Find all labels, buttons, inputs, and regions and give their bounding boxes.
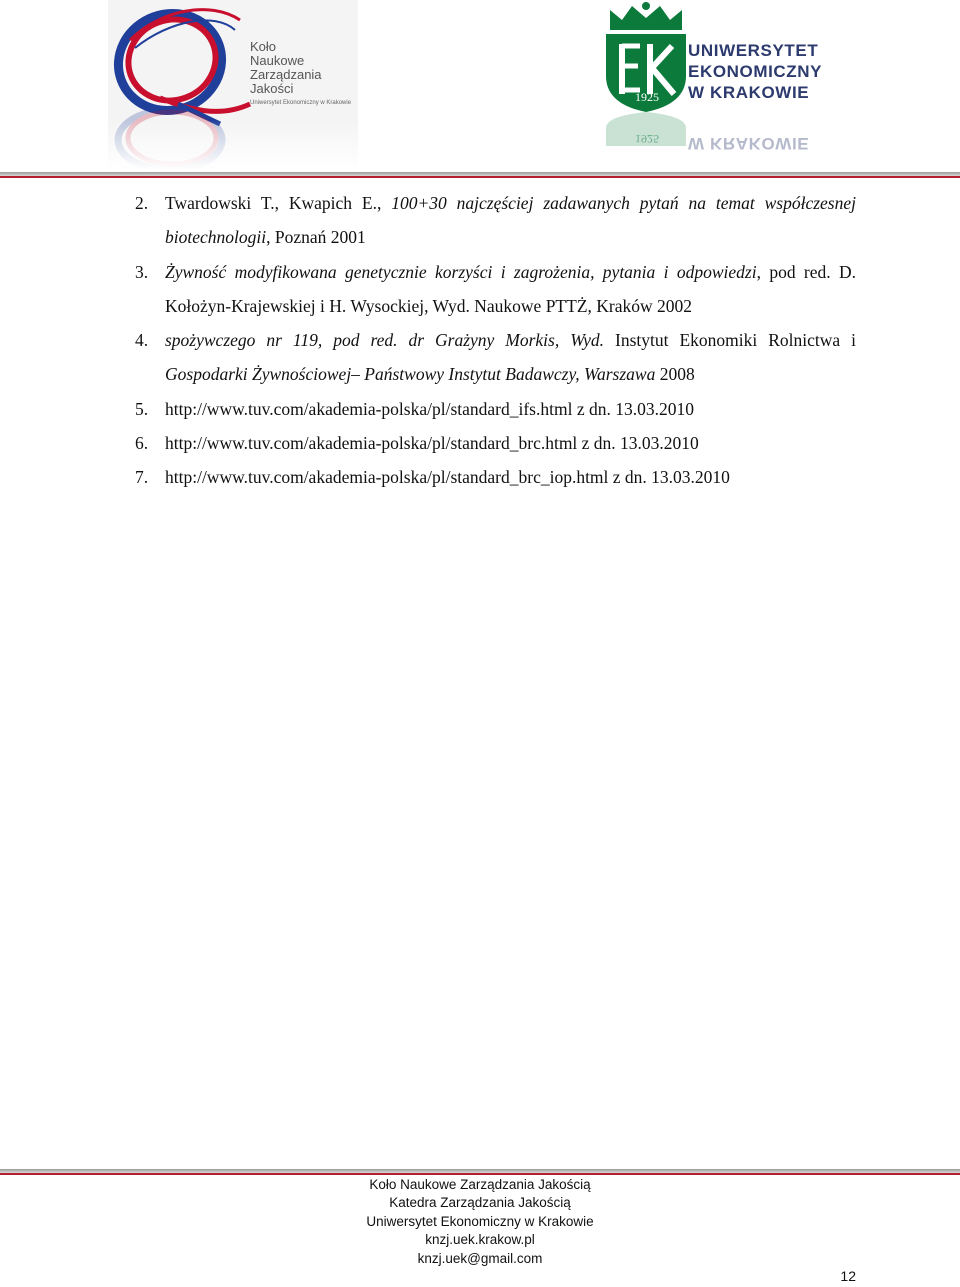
reference-text: , pod red. D. Kołożyn-Krajewskiej i H. Wysockiej, Wyd. Naukowe PTTŻ, Kraków 2002 bbox=[165, 261, 857, 316]
footer-university: Uniwersytet Ekonomiczny w Krakowie bbox=[366, 1213, 594, 1229]
page-number: 12 bbox=[840, 1268, 856, 1284]
reference-number: 6. bbox=[135, 433, 149, 454]
uek-name-line: W KRAKOWIE bbox=[688, 83, 810, 102]
uek-name-reflection: W KRAKOWIE bbox=[688, 134, 810, 153]
knzj-logo-line: Jakości bbox=[250, 81, 294, 96]
reference-link: http://www.tuv.com/akademia-polska/pl/standard_brc.html z dn. 13.03.2010 bbox=[165, 433, 699, 454]
uek-year-reflection: 1925 bbox=[635, 132, 659, 146]
footer-department: Katedra Zarządzania Jakością bbox=[389, 1195, 571, 1211]
knzj-logo-subtitle: Uniwersytet Ekonomiczny w Krakowie bbox=[250, 100, 352, 106]
reference-number: 4. bbox=[135, 330, 149, 351]
reference-number: 3. bbox=[135, 261, 149, 282]
reference-title: 100+30 najczęściej zadawanych pytań na temat współczesnej biotechnologii bbox=[165, 193, 856, 248]
knzj-logo-text bbox=[250, 40, 351, 108]
reference-number: 2. bbox=[135, 193, 149, 213]
reference-text: 2008 bbox=[655, 364, 695, 385]
footer-email: knzj.uek@gmail.com bbox=[417, 1250, 543, 1266]
knzj-logo-line: Koło bbox=[250, 39, 277, 54]
reference-text: Twardowski T., Kwapich E., bbox=[165, 193, 392, 213]
header-divider-accent bbox=[0, 176, 960, 178]
uek-name-line: EKONOMICZNY bbox=[688, 62, 823, 81]
page-footer bbox=[0, 1176, 960, 1268]
knzj-logo-line: Naukowe bbox=[250, 53, 305, 68]
reference-item bbox=[135, 255, 856, 324]
uek-name bbox=[688, 40, 822, 103]
reference-text: Instytut Ekonomiki Rolnictwa i bbox=[604, 330, 857, 351]
reference-item bbox=[135, 186, 856, 255]
reference-link: http://www.tuv.com/akademia-polska/pl/standard_ifs.html z dn. 13.03.2010 bbox=[165, 398, 694, 419]
footer-organization: Koło Naukowe Zarządzania Jakością bbox=[369, 1177, 591, 1192]
footer-website: knzj.uek.krakow.pl bbox=[425, 1232, 535, 1248]
reference-title: spożywczego nr 119, pod red. dr Grażyny Morkis, Wyd. bbox=[165, 330, 605, 351]
reference-item bbox=[135, 460, 856, 494]
reference-number: 7. bbox=[135, 467, 149, 488]
reference-title: Żywność modyfikowana genetycznie korzyści i zagrożenia, pytania i odpowiedzi bbox=[165, 261, 757, 282]
reference-number: 5. bbox=[135, 398, 149, 419]
uek-name-line: UNIWERSYTET bbox=[688, 41, 819, 60]
footer-divider-accent bbox=[0, 1173, 960, 1175]
uek-year: 1925 bbox=[635, 90, 659, 104]
knzj-logo-line: Zarządzania bbox=[250, 67, 322, 82]
reference-title: Gospodarki Żywnościowej– Państwowy Instytut Badawczy, Warszawa bbox=[165, 364, 656, 385]
page-header bbox=[0, 0, 960, 180]
reference-link: http://www.tuv.com/akademia-polska/pl/standard_brc_iop.html z dn. 13.03.2010 bbox=[165, 467, 730, 488]
reference-list bbox=[135, 186, 856, 495]
reference-item bbox=[135, 426, 856, 460]
reference-item bbox=[135, 323, 856, 392]
reference-text: , Poznań 2001 bbox=[266, 227, 366, 248]
reference-item bbox=[135, 392, 856, 426]
